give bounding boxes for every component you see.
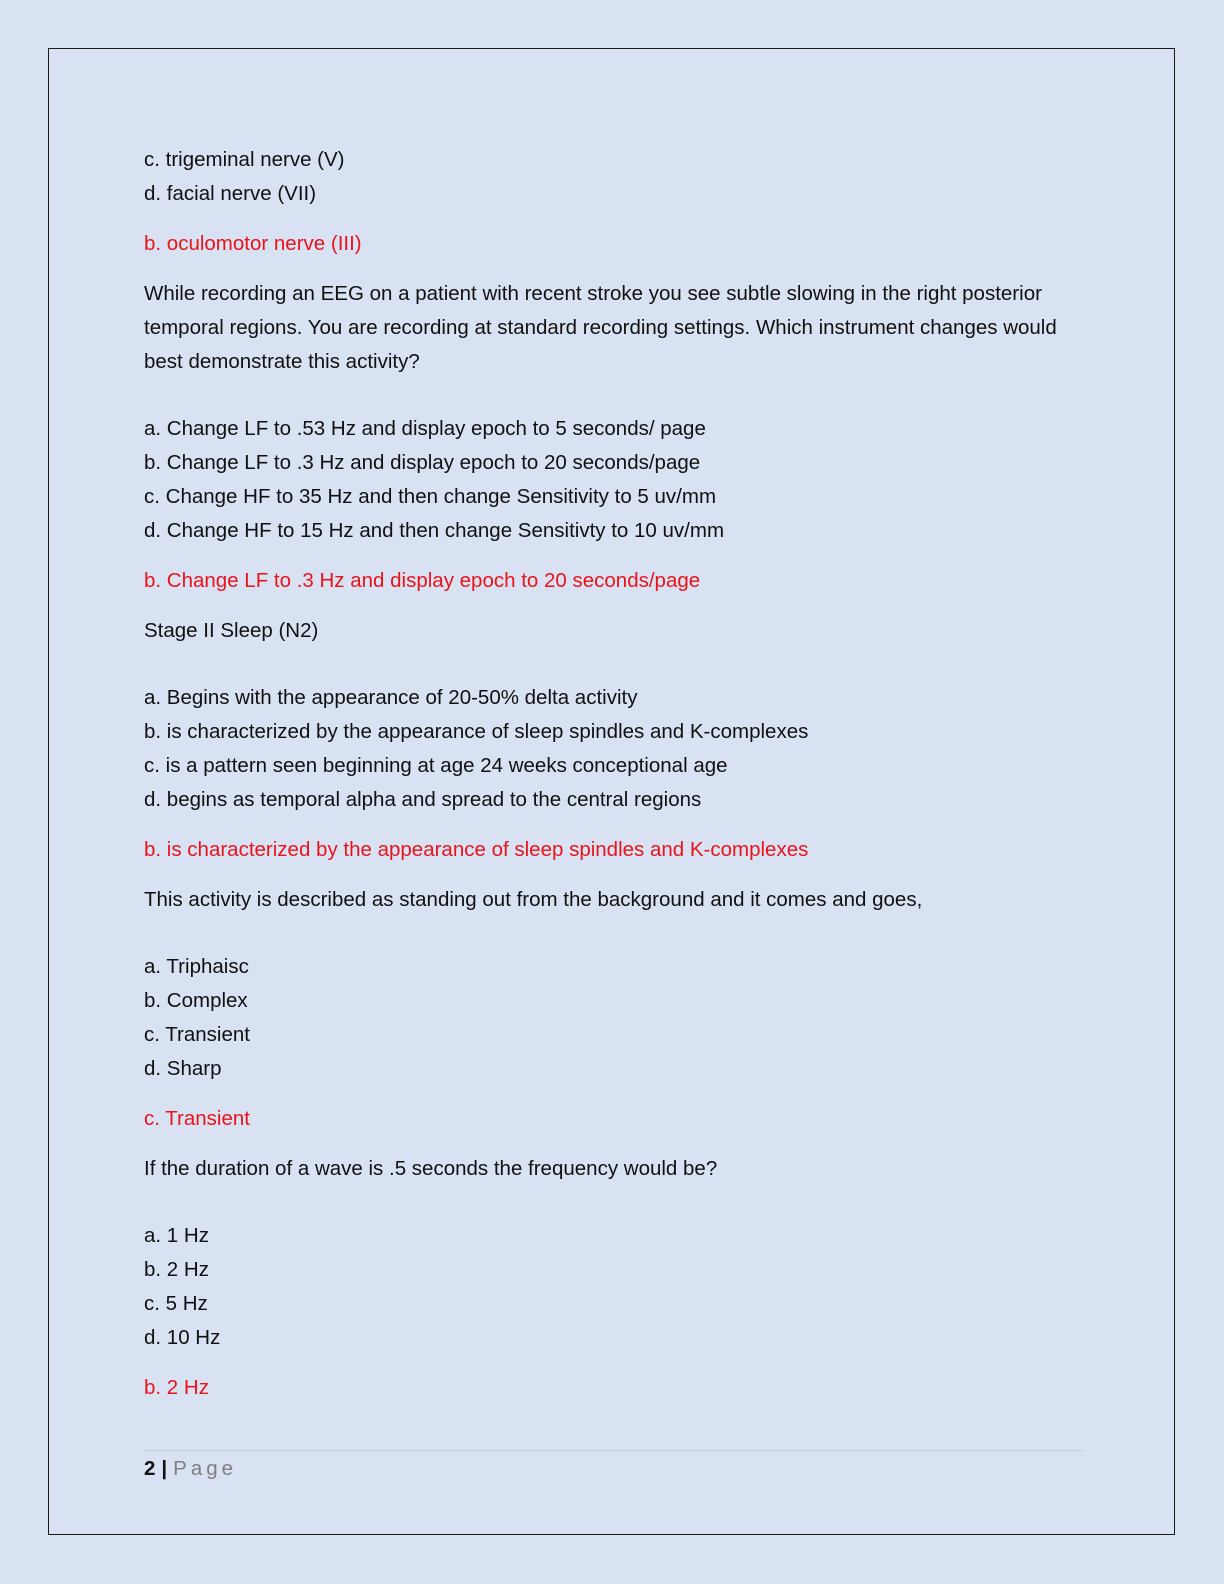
document-content (144, 143, 1084, 1405)
footer-divider (144, 1450, 1084, 1451)
question-2 (144, 277, 1084, 598)
question-text: Stage II Sleep (N2) (144, 619, 319, 642)
option-a: a. Triphaisc (144, 955, 249, 978)
footer-separator: | (161, 1457, 168, 1480)
option-d: d. Change HF to 15 Hz and then change Sensitivty to 10 uv/mm (144, 519, 725, 542)
option-b: b. Complex (144, 989, 248, 1012)
question-3 (144, 614, 1084, 867)
page-footer (144, 1454, 237, 1484)
question-4 (144, 883, 1084, 1136)
question-5 (144, 1152, 1084, 1405)
option-a: a. 1 Hz (144, 1224, 209, 1247)
option-a: a. Begins with the appearance of 20-50% delta activity (144, 686, 638, 709)
answer: b. oculomotor nerve (III) (144, 232, 362, 255)
answer: b. Change LF to .3 Hz and display epoch to 20 seconds/page (144, 569, 701, 592)
answer: c. Transient (144, 1107, 250, 1130)
option-c: c. Transient (144, 1023, 250, 1046)
option-d: d. 10 Hz (144, 1326, 221, 1349)
option-a: a. Change LF to .53 Hz and display epoch to 5 seconds/ page (144, 417, 706, 440)
option-b: b. Change LF to .3 Hz and display epoch to 20 seconds/page (144, 451, 701, 474)
question-text: This activity is described as standing out from the background and it comes and goes, (144, 888, 923, 911)
question-1-tail (144, 143, 1084, 261)
option-c: c. is a pattern seen beginning at age 24 weeks conceptional age (144, 754, 728, 777)
option-d: d. Sharp (144, 1057, 222, 1080)
option-b: b. 2 Hz (144, 1258, 209, 1281)
page-label: Page (173, 1457, 238, 1480)
option-d: d. facial nerve (VII) (144, 182, 317, 205)
answer: b. 2 Hz (144, 1376, 209, 1399)
option-c: c. 5 Hz (144, 1292, 208, 1315)
question-text: If the duration of a wave is .5 seconds the frequency would be? (144, 1157, 718, 1180)
option-c: c. trigeminal nerve (V) (144, 148, 345, 171)
option-d: d. begins as temporal alpha and spread to the central regions (144, 788, 702, 811)
question-text: While recording an EEG on a patient with recent stroke you see subtle slowing in the right posterior temporal regions. You are recording at standard recording settings. Which instrument changes would best demonstrate this activity? (144, 282, 1057, 373)
answer: b. is characterized by the appearance of sleep spindles and K-complexes (144, 838, 809, 861)
option-b: b. is characterized by the appearance of sleep spindles and K-complexes (144, 720, 809, 743)
page-number: 2 (144, 1457, 156, 1480)
option-c: c. Change HF to 35 Hz and then change Sensitivity to 5 uv/mm (144, 485, 717, 508)
